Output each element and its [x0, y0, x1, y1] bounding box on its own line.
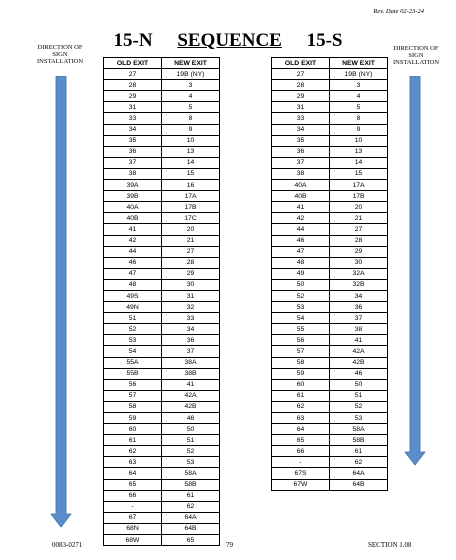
old-exit-cell: 66	[104, 490, 162, 501]
new-exit-cell: 5	[330, 102, 388, 113]
old-exit-cell: 56	[272, 335, 330, 346]
old-exit-cell: 67W	[272, 479, 330, 490]
table-row	[104, 357, 220, 368]
old-exit-cell: 42	[272, 213, 330, 224]
title-north: 15-N	[113, 30, 153, 51]
new-exit-cell: 42B	[330, 357, 388, 368]
new-exit-cell: 64B	[330, 479, 388, 490]
new-exit-cell: 58A	[162, 468, 220, 479]
new-exit-cell: 28	[162, 257, 220, 268]
table-header-row	[104, 58, 220, 69]
new-exit-cell: 19B (NY)	[162, 69, 220, 80]
new-exit-cell: 42A	[162, 390, 220, 401]
old-exit-cell: 40A	[104, 202, 162, 213]
old-exit-cell: 64	[272, 424, 330, 435]
old-exit-cell: 39A	[104, 180, 162, 191]
new-exit-cell: 28	[330, 235, 388, 246]
old-exit-cell: 34	[272, 124, 330, 135]
old-exit-cell: 36	[104, 146, 162, 157]
table-row	[272, 435, 388, 446]
new-exit-cell: 9	[162, 124, 220, 135]
table-row	[104, 390, 220, 401]
table-row	[104, 290, 220, 301]
new-exit-cell: 20	[330, 202, 388, 213]
new-exit-cell: 34	[162, 324, 220, 335]
old-exit-cell: 46	[272, 235, 330, 246]
new-exit-cell: 27	[330, 224, 388, 235]
new-exit-cell: 29	[162, 268, 220, 279]
new-exit-cell: 17A	[162, 191, 220, 202]
new-exit-cell: 31	[162, 290, 220, 301]
table-row	[104, 512, 220, 523]
old-exit-cell: 44	[104, 246, 162, 257]
new-exit-cell: 61	[330, 446, 388, 457]
new-exit-cell: 58B	[330, 435, 388, 446]
old-exit-cell: 57	[104, 390, 162, 401]
table-row	[104, 224, 220, 235]
new-exit-cell: 41	[330, 335, 388, 346]
table-row	[272, 157, 388, 168]
table-row	[272, 224, 388, 235]
old-exit-cell: 62	[272, 401, 330, 412]
table-row	[104, 324, 220, 335]
table-row	[272, 146, 388, 157]
table-row	[272, 102, 388, 113]
new-exit-cell: 58A	[330, 424, 388, 435]
old-exit-cell: 41	[272, 202, 330, 213]
old-exit-cell: 68N	[104, 523, 162, 534]
new-exit-cell: 64A	[330, 468, 388, 479]
new-exit-cell: 37	[162, 346, 220, 357]
old-exit-cell: 42	[104, 235, 162, 246]
old-exit-cell: 27	[104, 69, 162, 80]
south-table-body	[272, 69, 388, 491]
table-row	[272, 246, 388, 257]
table-row	[272, 335, 388, 346]
table-row	[104, 424, 220, 435]
title-sequence: SEQUENCE	[177, 30, 282, 51]
new-exit-cell: 21	[162, 235, 220, 246]
table-row	[104, 401, 220, 412]
old-exit-cell: 60	[104, 424, 162, 435]
table-row	[104, 268, 220, 279]
old-exit-cell: 27	[272, 69, 330, 80]
down-arrow-icon-left	[50, 76, 72, 528]
table-row	[104, 213, 220, 224]
old-exit-cell: 49S	[104, 290, 162, 301]
new-exit-cell: 16	[162, 180, 220, 191]
new-exit-cell: 51	[330, 390, 388, 401]
new-exit-cell: 32B	[330, 279, 388, 290]
new-exit-cell: 64A	[162, 512, 220, 523]
old-exit-cell: 48	[104, 279, 162, 290]
table-row	[104, 435, 220, 446]
old-exit-cell: 33	[104, 113, 162, 124]
new-exit-cell: 53	[162, 457, 220, 468]
new-exit-cell: 53	[330, 413, 388, 424]
new-exit-cell: 10	[330, 135, 388, 146]
new-exit-cell: 20	[162, 224, 220, 235]
south-sequence-table	[271, 57, 388, 491]
old-exit-cell: 65	[272, 435, 330, 446]
north-table-body	[104, 69, 220, 546]
table-row	[272, 191, 388, 202]
revision-date: Rev. Date 02-23-24	[373, 8, 424, 15]
table-row	[104, 202, 220, 213]
old-exit-cell: 50	[272, 279, 330, 290]
old-exit-cell: 40A	[272, 180, 330, 191]
table-row	[104, 135, 220, 146]
old-exit-cell: 38	[104, 168, 162, 179]
old-exit-cell: 47	[104, 268, 162, 279]
old-exit-cell: 28	[272, 80, 330, 91]
old-exit-cell: 29	[104, 91, 162, 102]
new-exit-cell: 38	[330, 324, 388, 335]
table-row	[104, 379, 220, 390]
new-exit-cell: 17B	[162, 202, 220, 213]
old-exit-cell: 64	[104, 468, 162, 479]
table-row	[272, 424, 388, 435]
table-row	[272, 213, 388, 224]
old-exit-cell: 37	[272, 157, 330, 168]
col-new-exit: NEW EXIT	[330, 58, 388, 69]
old-exit-cell: 44	[272, 224, 330, 235]
old-exit-cell: 55A	[104, 357, 162, 368]
table-row	[272, 479, 388, 490]
table-row	[272, 80, 388, 91]
new-exit-cell: 52	[330, 401, 388, 412]
table-row	[104, 335, 220, 346]
table-row	[272, 69, 388, 80]
table-row	[272, 468, 388, 479]
table-row	[272, 124, 388, 135]
old-exit-cell: 49	[272, 268, 330, 279]
new-exit-cell: 42A	[330, 346, 388, 357]
old-exit-cell: 40B	[104, 213, 162, 224]
old-exit-cell: 67	[104, 512, 162, 523]
old-exit-cell: 67S	[272, 468, 330, 479]
table-row	[272, 357, 388, 368]
table-row	[272, 346, 388, 357]
table-row	[104, 302, 220, 313]
table-row	[104, 479, 220, 490]
table-row	[272, 168, 388, 179]
section-label: SECTION 1.08	[368, 541, 412, 549]
table-row	[104, 457, 220, 468]
new-exit-cell: 15	[330, 168, 388, 179]
table-row	[272, 257, 388, 268]
down-arrow-left-shape	[51, 76, 71, 527]
old-exit-cell: 61	[272, 390, 330, 401]
table-row	[272, 302, 388, 313]
table-row	[104, 235, 220, 246]
table-row	[104, 501, 220, 512]
old-exit-cell: 65	[104, 479, 162, 490]
new-exit-cell: 8	[330, 113, 388, 124]
old-exit-cell: 48	[272, 257, 330, 268]
table-row	[104, 69, 220, 80]
new-exit-cell: 17A	[330, 180, 388, 191]
old-exit-cell: 56	[104, 379, 162, 390]
table-row	[272, 235, 388, 246]
table-row	[104, 413, 220, 424]
new-exit-cell: 14	[162, 157, 220, 168]
new-exit-cell: 58B	[162, 479, 220, 490]
new-exit-cell: 13	[330, 146, 388, 157]
old-exit-cell: 49N	[104, 302, 162, 313]
table-row	[272, 324, 388, 335]
old-exit-cell: 40B	[272, 191, 330, 202]
new-exit-cell: 38B	[162, 368, 220, 379]
old-exit-cell: 31	[272, 102, 330, 113]
old-exit-cell: 68W	[104, 535, 162, 546]
old-exit-cell: 33	[272, 113, 330, 124]
old-exit-cell: 38	[272, 168, 330, 179]
table-row	[272, 268, 388, 279]
down-arrow-right-shape	[405, 76, 425, 465]
old-exit-cell: 37	[104, 157, 162, 168]
table-row	[272, 401, 388, 412]
table-row	[272, 379, 388, 390]
new-exit-cell: 64B	[162, 523, 220, 534]
table-row	[104, 257, 220, 268]
table-row	[104, 368, 220, 379]
old-exit-cell: 51	[104, 313, 162, 324]
old-exit-cell: 62	[104, 446, 162, 457]
table-row	[104, 91, 220, 102]
col-new-exit: NEW EXIT	[162, 58, 220, 69]
old-exit-cell: 54	[272, 313, 330, 324]
old-exit-cell: -	[272, 457, 330, 468]
table-row	[104, 313, 220, 324]
new-exit-cell: 14	[330, 157, 388, 168]
old-exit-cell: 29	[272, 91, 330, 102]
table-row	[104, 191, 220, 202]
old-exit-cell: 53	[104, 335, 162, 346]
old-exit-cell: 39B	[104, 191, 162, 202]
table-row	[104, 146, 220, 157]
old-exit-cell: 41	[104, 224, 162, 235]
new-exit-cell: 41	[162, 379, 220, 390]
new-exit-cell: 5	[162, 102, 220, 113]
old-exit-cell: 60	[272, 379, 330, 390]
new-exit-cell: 9	[330, 124, 388, 135]
title-south: 15-S	[306, 30, 343, 51]
new-exit-cell: 29	[330, 246, 388, 257]
new-exit-cell: 61	[162, 490, 220, 501]
old-exit-cell: 57	[272, 346, 330, 357]
table-row	[272, 180, 388, 191]
table-row	[104, 523, 220, 534]
table-row	[104, 246, 220, 257]
old-exit-cell: 55B	[104, 368, 162, 379]
table-row	[104, 468, 220, 479]
new-exit-cell: 17C	[162, 213, 220, 224]
old-exit-cell: 63	[272, 413, 330, 424]
old-exit-cell: 31	[104, 102, 162, 113]
old-exit-cell: 59	[272, 368, 330, 379]
table-row	[272, 368, 388, 379]
old-exit-cell: 46	[104, 257, 162, 268]
table-row	[104, 168, 220, 179]
table-row	[104, 124, 220, 135]
new-exit-cell: 36	[162, 335, 220, 346]
old-exit-cell: 58	[272, 357, 330, 368]
old-exit-cell: 63	[104, 457, 162, 468]
new-exit-cell: 13	[162, 146, 220, 157]
table-row	[104, 157, 220, 168]
new-exit-cell: 4	[162, 91, 220, 102]
new-exit-cell: 21	[330, 213, 388, 224]
col-old-exit: OLD EXIT	[272, 58, 330, 69]
new-exit-cell: 37	[330, 313, 388, 324]
col-old-exit: OLD EXIT	[104, 58, 162, 69]
table-row	[272, 313, 388, 324]
table-row	[104, 80, 220, 91]
old-exit-cell: 34	[104, 124, 162, 135]
new-exit-cell: 10	[162, 135, 220, 146]
direction-label-left: DIRECTION OF SIGN INSTALLATION	[36, 44, 84, 65]
new-exit-cell: 46	[330, 368, 388, 379]
old-exit-cell: 66	[272, 446, 330, 457]
old-exit-cell: 35	[272, 135, 330, 146]
new-exit-cell: 52	[162, 446, 220, 457]
old-exit-cell: 61	[104, 435, 162, 446]
table-row	[104, 113, 220, 124]
direction-label-right: DIRECTION OF SIGN INSTALLATION	[392, 45, 440, 66]
table-row	[272, 290, 388, 301]
down-arrow-icon-right	[404, 76, 426, 466]
old-exit-cell: 58	[104, 401, 162, 412]
new-exit-cell: 50	[162, 424, 220, 435]
new-exit-cell: 65	[162, 535, 220, 546]
new-exit-cell: 38A	[162, 357, 220, 368]
table-row	[104, 346, 220, 357]
old-exit-cell: 52	[104, 324, 162, 335]
new-exit-cell: 30	[162, 279, 220, 290]
new-exit-cell: 3	[162, 80, 220, 91]
table-row	[104, 535, 220, 546]
new-exit-cell: 3	[330, 80, 388, 91]
new-exit-cell: 36	[330, 302, 388, 313]
new-exit-cell: 19B (NY)	[330, 69, 388, 80]
table-row	[272, 202, 388, 213]
table-row	[272, 413, 388, 424]
north-sequence-table	[103, 57, 220, 546]
new-exit-cell: 34	[330, 290, 388, 301]
new-exit-cell: 8	[162, 113, 220, 124]
table-row	[104, 446, 220, 457]
new-exit-cell: 15	[162, 168, 220, 179]
table-row	[272, 135, 388, 146]
new-exit-cell: 62	[330, 457, 388, 468]
new-exit-cell: 62	[162, 501, 220, 512]
table-row	[104, 490, 220, 501]
old-exit-cell: 53	[272, 302, 330, 313]
table-row	[104, 102, 220, 113]
old-exit-cell: -	[104, 501, 162, 512]
old-exit-cell: 47	[272, 246, 330, 257]
new-exit-cell: 32A	[330, 268, 388, 279]
table-row	[104, 180, 220, 191]
table-row	[272, 91, 388, 102]
page-number: 79	[226, 541, 233, 549]
table-header-row	[272, 58, 388, 69]
old-exit-cell: 59	[104, 413, 162, 424]
new-exit-cell: 50	[330, 379, 388, 390]
new-exit-cell: 27	[162, 246, 220, 257]
document-number: 0083-0271	[52, 541, 83, 549]
new-exit-cell: 42B	[162, 401, 220, 412]
old-exit-cell: 28	[104, 80, 162, 91]
old-exit-cell: 52	[272, 290, 330, 301]
table-row	[104, 279, 220, 290]
table-row	[272, 113, 388, 124]
new-exit-cell: 4	[330, 91, 388, 102]
new-exit-cell: 33	[162, 313, 220, 324]
new-exit-cell: 51	[162, 435, 220, 446]
table-row	[272, 390, 388, 401]
table-row	[272, 279, 388, 290]
new-exit-cell: 17B	[330, 191, 388, 202]
table-row	[272, 457, 388, 468]
new-exit-cell: 46	[162, 413, 220, 424]
old-exit-cell: 54	[104, 346, 162, 357]
old-exit-cell: 35	[104, 135, 162, 146]
table-row	[272, 446, 388, 457]
new-exit-cell: 32	[162, 302, 220, 313]
old-exit-cell: 36	[272, 146, 330, 157]
old-exit-cell: 55	[272, 324, 330, 335]
new-exit-cell: 30	[330, 257, 388, 268]
